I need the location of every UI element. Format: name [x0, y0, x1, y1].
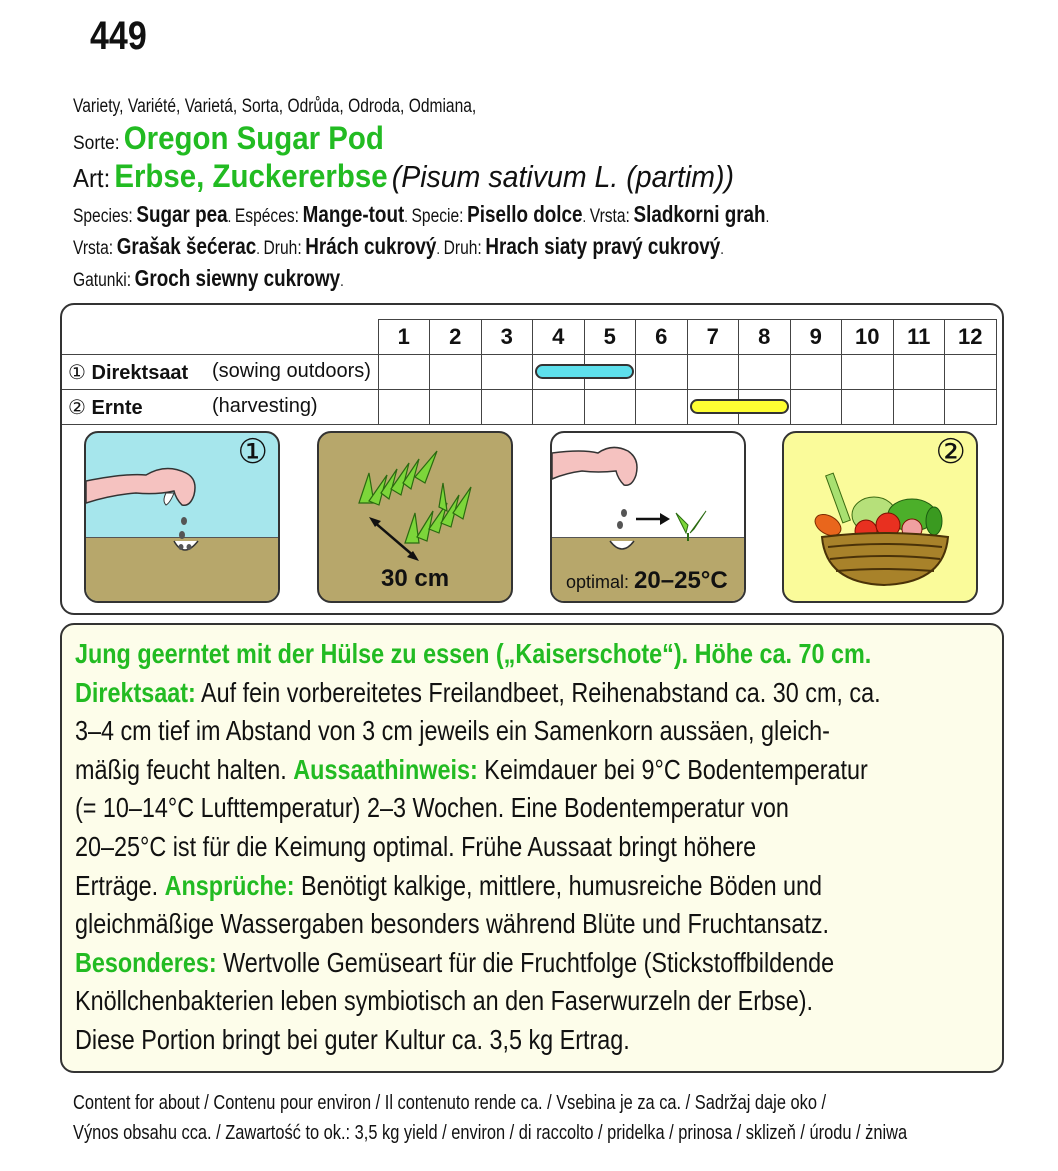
month-cell	[584, 390, 636, 425]
sorte-label: Sorte:	[73, 133, 120, 154]
month-cell	[636, 355, 688, 390]
species-line-1: Species: Sugar pea. Espéces: Mange-tout. Specie: Pisello dolce. Vrsta: Sladkorni grah.	[73, 201, 770, 227]
month-cell	[739, 355, 791, 390]
text-line: 20–25°C ist für die Keimung optimal. Frühe Aussaat bringt höhere	[75, 830, 757, 862]
description-panel	[60, 623, 1004, 1073]
text-line: gleichmäßige Wassergaben besonders während Blüte und Fruchtansatz.	[75, 908, 830, 940]
month-cell	[481, 390, 533, 425]
month-header: 6	[636, 320, 688, 355]
text-line: Knöllchenbakterien leben symbiotisch an den Faserwurzeln der Erbse).	[75, 985, 814, 1017]
month-cell	[945, 390, 997, 425]
row-title: Ernte	[91, 396, 143, 419]
description-intro: Jung geerntet mit der Hülse zu essen („Kaiserschote“). Höhe ca. 70 cm.	[75, 638, 872, 669]
variety-line	[73, 120, 384, 157]
month-cell	[430, 390, 482, 425]
text-line: 3–4 cm tief im Abstand von 3 cm jeweils ein Samenkorn aussäen, gleich-	[75, 715, 830, 747]
text-line	[75, 674, 993, 713]
text-line: (= 10–14°C Lufttemperatur) 2–3 Wochen. Eine Bodentemperatur von	[75, 792, 789, 824]
variety-name: Oregon Sugar Pod	[123, 120, 384, 156]
species-label: Espéces:	[234, 206, 299, 227]
month-header: 8	[739, 320, 791, 355]
month-cell	[533, 390, 585, 425]
species-label: Species:	[73, 206, 133, 227]
calendar-corner	[62, 320, 378, 355]
month-header: 7	[687, 320, 739, 355]
art-name: Erbse, Zuckererbse	[114, 158, 388, 194]
art-label: Art:	[73, 163, 111, 193]
species-name: Sugar pea	[136, 201, 228, 227]
species-art-line	[73, 158, 734, 195]
month-header: 10	[842, 320, 894, 355]
sowing-calendar-table	[62, 319, 997, 425]
spacing-pictogram	[317, 431, 513, 603]
sowing-hand-icon	[86, 433, 280, 603]
month-header: 1	[378, 320, 430, 355]
text-span: Auf fein vorbereitetes Freilandbeet, Reihenabstand ca. 30 cm, ca.	[195, 676, 881, 708]
heading-ansprueche: Ansprüche:	[164, 869, 295, 901]
text-line: Diese Portion bringt bei guter Kultur ca. 3,5 kg Ertrag.	[75, 1023, 630, 1055]
month-cell	[687, 355, 739, 390]
month-cell	[481, 355, 533, 390]
species-label: Vrsta:	[589, 206, 630, 227]
species-line-3: Gatunki: Groch siewny cukrowy.	[73, 265, 344, 291]
species-label: Specie:	[411, 206, 464, 227]
period-bar	[535, 364, 634, 379]
text-span: mäßig feucht halten.	[75, 753, 294, 785]
species-line-2: Vrsta: Grašak šećerac. Druh: Hrách cukrový. Druh: Hrach siaty pravý cukrový.	[73, 233, 724, 259]
row-symbol: ②	[68, 396, 86, 419]
month-header: 2	[430, 320, 482, 355]
calendar-panel	[60, 303, 1004, 615]
row-sublabel: (harvesting)	[212, 394, 318, 417]
calendar-row-direktsaat	[62, 355, 996, 390]
month-cell	[636, 390, 688, 425]
vegetable-basket-icon	[784, 433, 978, 603]
heading-aussaathinweis: Aussaathinweis:	[293, 753, 478, 785]
heading-besonderes: Besonderes:	[75, 946, 217, 978]
optimal-temperature: 20–25°C	[634, 567, 728, 594]
month-cell	[790, 390, 842, 425]
species-label: Gatunki:	[73, 270, 132, 291]
description-text	[75, 635, 993, 1060]
month-cell	[378, 390, 430, 425]
month-cell	[842, 390, 894, 425]
species-label: Vrsta:	[73, 238, 114, 259]
month-header: 9	[790, 320, 842, 355]
month-header: 5	[584, 320, 636, 355]
month-header: 11	[893, 320, 945, 355]
month-header: 12	[945, 320, 997, 355]
month-cell	[893, 355, 945, 390]
month-cell	[687, 390, 739, 425]
row-symbol: ①	[68, 361, 86, 384]
row-title: Direktsaat	[91, 361, 189, 384]
month-header: 4	[533, 320, 585, 355]
month-cell	[790, 355, 842, 390]
species-name: Sladkorni grah	[633, 201, 766, 227]
species-name: Grašak šećerac	[116, 233, 257, 259]
text-span: Keimdauer bei 9°C Bodentemperatur	[477, 753, 868, 785]
species-name: Hrach siaty pravý cukrový	[485, 233, 721, 259]
text-line	[75, 751, 993, 790]
spacing-label: 30 cm	[381, 565, 450, 592]
species-label: Druh:	[263, 238, 302, 259]
row-sublabel: (sowing outdoors)	[212, 359, 371, 382]
optimal-label	[566, 567, 728, 595]
month-cell	[430, 355, 482, 390]
species-name: Hrách cukrový	[305, 233, 437, 259]
footer-content-line-2: Výnos obsahu cca. / Zawartość to ok.: 3,5 kg yield / environ / di raccolto / pridelka / prinosa / sklizeň / úrodu / żniwa	[73, 1122, 908, 1144]
text-span: Wertvolle Gemüseart für die Fruchtfolge (Stickstoffbildende	[216, 946, 835, 978]
text-line	[75, 867, 993, 906]
month-cell	[945, 355, 997, 390]
harvest-pictogram	[782, 431, 978, 603]
text-span: Benötigt kalkige, mittlere, humusreiche Böden und	[294, 869, 823, 901]
month-cell	[842, 355, 894, 390]
month-header: 3	[481, 320, 533, 355]
optimal-prefix: optimal:	[566, 572, 630, 592]
row-label	[62, 390, 378, 425]
germination-pictogram	[550, 431, 746, 603]
text-line	[75, 944, 993, 983]
packet-number: 449	[90, 14, 147, 58]
species-name: Groch siewny cukrowy	[134, 265, 341, 291]
period-bar	[690, 399, 789, 414]
heading-direktsaat: Direktsaat:	[75, 676, 196, 708]
month-cell	[378, 355, 430, 390]
month-cell	[533, 355, 585, 390]
month-cell	[893, 390, 945, 425]
calendar-header-row	[62, 320, 996, 355]
sowing-pictogram	[84, 431, 280, 603]
species-name: Mange-tout	[302, 201, 405, 227]
footer-content-line-1: Content for about / Contenu pour environ / Il contenuto rende ca. / Vsebina je za ca. / Sadržaj daje oko /	[73, 1092, 827, 1114]
circled-number: ②	[935, 433, 966, 471]
row-label	[62, 355, 378, 390]
species-label: Druh:	[443, 238, 482, 259]
variety-languages-line: Variety, Variété, Varietá, Sorta, Odrůda, Odroda, Odmiana,	[73, 96, 477, 117]
species-name: Pisello dolce	[467, 201, 583, 227]
calendar-row-ernte	[62, 390, 996, 425]
text-span: Erträge.	[75, 869, 165, 901]
circled-number: ①	[237, 433, 268, 471]
latin-name: (Pisum sativum L. (partim))	[391, 159, 734, 194]
